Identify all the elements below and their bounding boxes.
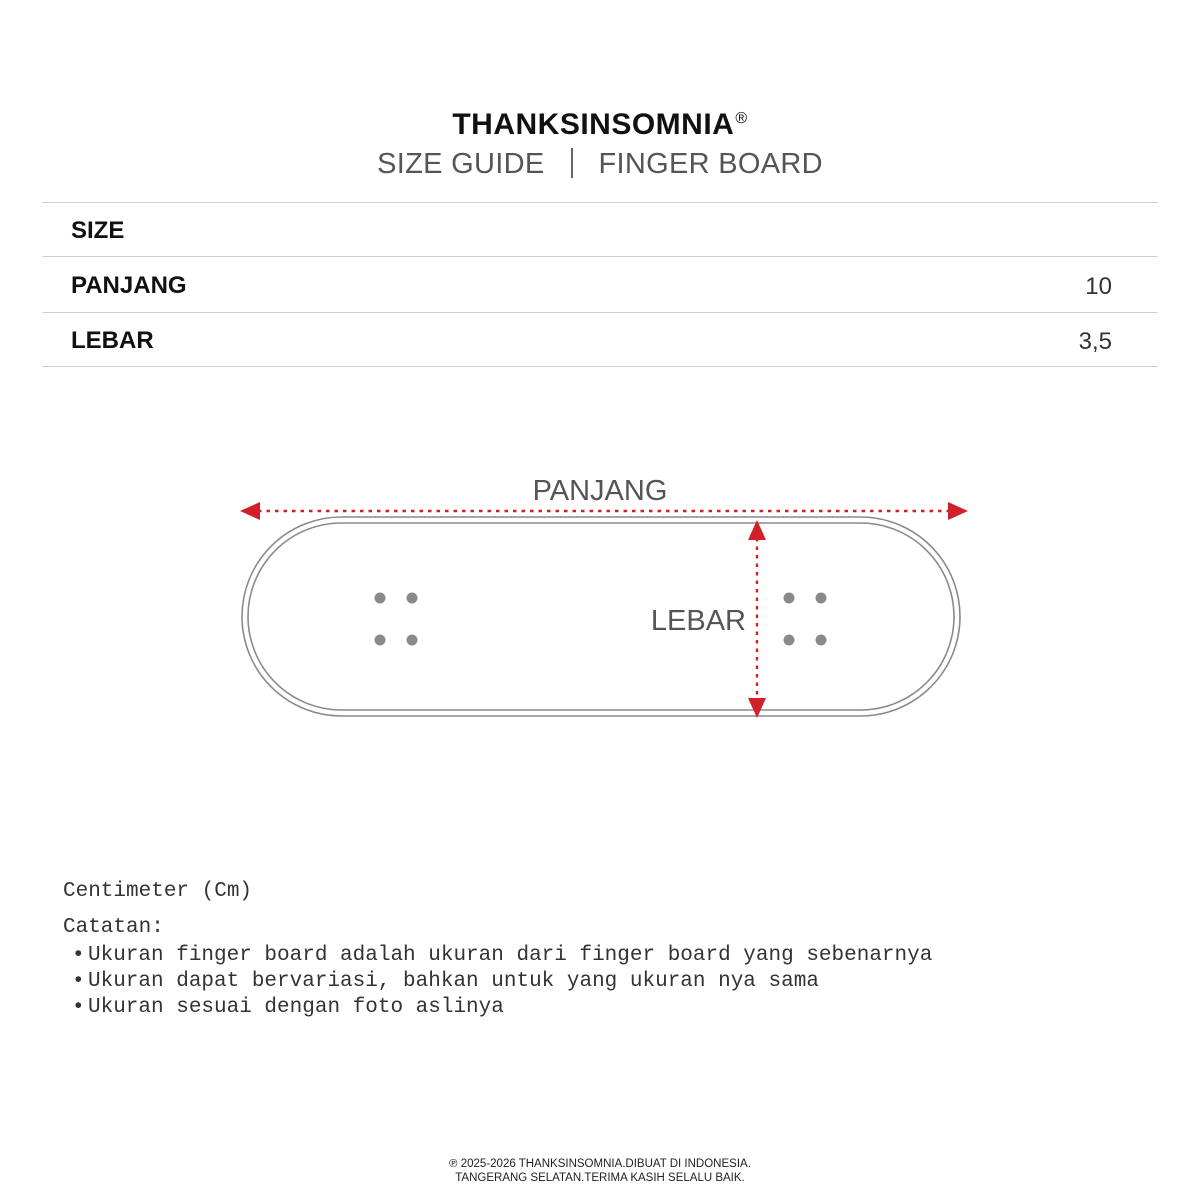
table-rule-bottom [42, 366, 1158, 367]
notes-list [72, 943, 932, 1021]
brand-title [0, 108, 1200, 142]
truck-hole [407, 593, 418, 604]
truck-hole [816, 635, 827, 646]
truck-hole [816, 593, 827, 604]
table-row-lebar-value: 3,5 [1078, 328, 1112, 355]
length-arrow-left-head [240, 502, 260, 520]
table-header-size: SIZE [71, 217, 125, 244]
list-item [72, 969, 932, 995]
bullet-icon: • [72, 944, 85, 967]
truck-hole [407, 635, 418, 646]
footer [0, 1157, 1200, 1185]
truck-hole [375, 635, 386, 646]
length-label: PANJANG [532, 475, 668, 507]
fingerboard-outline [242, 517, 960, 716]
note-text: Ukuran finger board adalah ukuran dari finger board yang sebenarnya [88, 944, 933, 967]
truck-hole [375, 593, 386, 604]
units-note: Centimeter (Cm) [63, 880, 253, 903]
table-rule [42, 256, 1158, 257]
width-label: LEBAR [650, 605, 746, 637]
bullet-icon: • [72, 996, 85, 1019]
truck-holes-left [375, 593, 418, 646]
note-text: Ukuran dapat bervariasi, bahkan untuk yang ukuran nya sama [88, 970, 819, 993]
footer-line-2: TANGERANG SELATAN.TERIMA KASIH SELALU BAIK. [455, 1172, 745, 1184]
truck-hole [784, 593, 795, 604]
table-rule-top [42, 202, 1158, 203]
length-arrow-right-head [948, 502, 968, 520]
footer-line-1: ℗ 2025-2026 THANKSINSOMNIA.DIBUAT DI INDONESIA. [449, 1158, 751, 1170]
notes-title: Catatan: [63, 916, 164, 939]
brand-name: THANKSINSOMNIA [452, 108, 735, 141]
table-row-panjang-value: 10 [1085, 273, 1112, 300]
truck-hole [784, 635, 795, 646]
page-subtitle [0, 148, 1200, 181]
truck-holes-right [784, 593, 827, 646]
list-item [72, 995, 932, 1021]
subtitle-divider [571, 148, 573, 178]
table-row-panjang-label: PANJANG [71, 272, 187, 299]
board-outer-outline [242, 517, 960, 716]
table-row-lebar-label: LEBAR [71, 327, 154, 354]
note-text: Ukuran sesuai dengan foto aslinya [88, 996, 504, 1019]
subtitle-finger-board: FINGER BOARD [598, 148, 823, 180]
width-arrow-bottom-head [748, 698, 766, 718]
subtitle-size-guide: SIZE GUIDE [377, 148, 545, 180]
registered-mark: ® [735, 110, 748, 127]
list-item [72, 943, 932, 969]
bullet-icon: • [72, 970, 85, 993]
board-inner-outline [248, 523, 954, 710]
fingerboard-diagram [0, 440, 1200, 760]
table-rule [42, 312, 1158, 313]
width-arrow [748, 520, 766, 718]
